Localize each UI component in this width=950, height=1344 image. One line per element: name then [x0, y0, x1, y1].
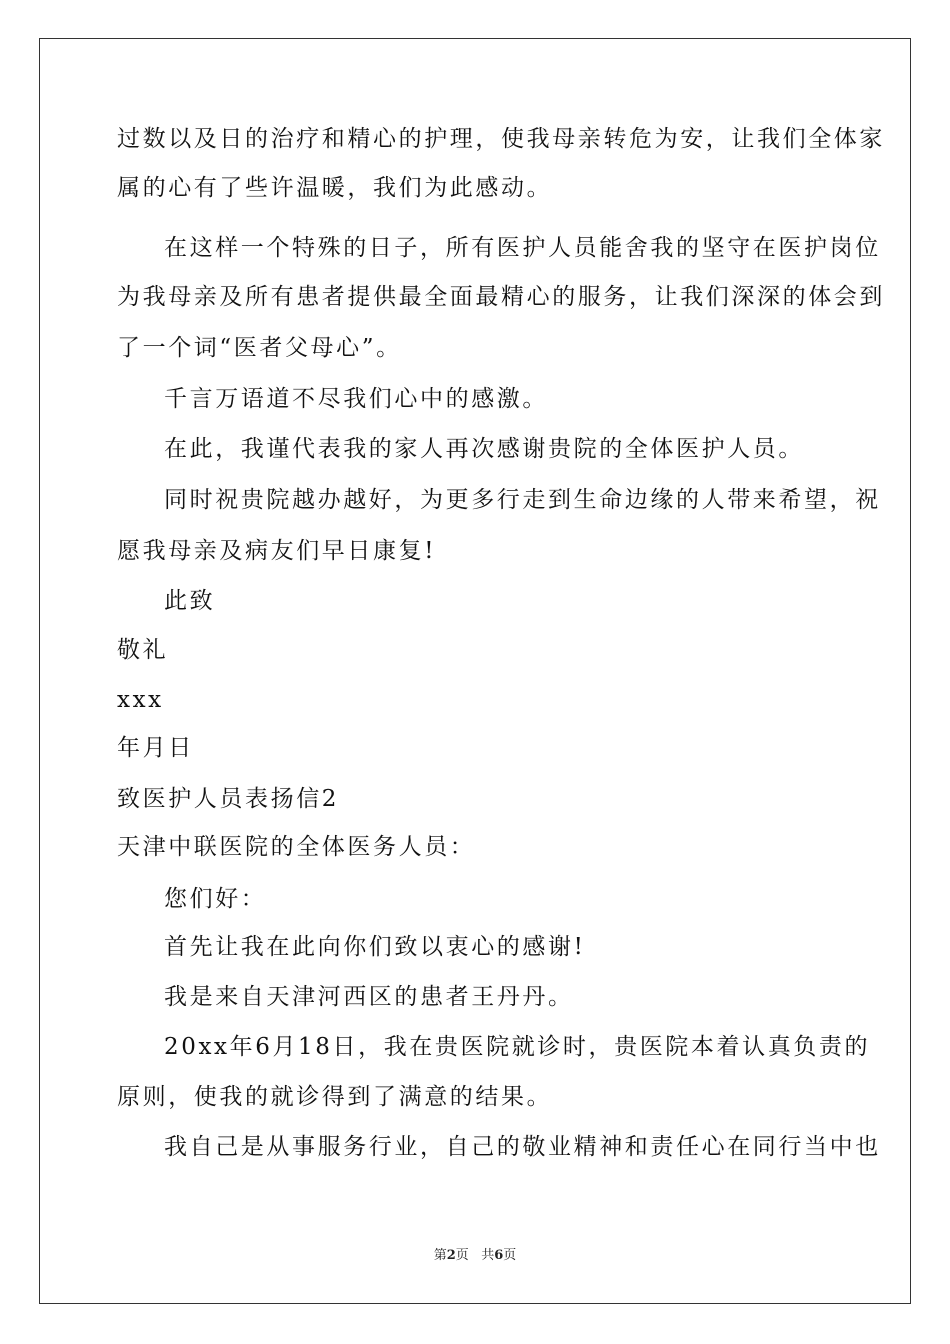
total-pages: 6 — [494, 1248, 504, 1263]
text-line: 愿我母亲及病友们早日康复! — [117, 538, 437, 564]
text-line: 在这样一个特殊的日子，所有医护人员能舍我的坚守在医护岗位 — [164, 235, 881, 261]
text-line: 了一个词“医者父母心”。 — [117, 335, 402, 361]
page-prefix: 第 — [433, 1248, 447, 1263]
text-line: 年月日 — [117, 735, 194, 761]
text-line: 我是来自天津河西区的患者王丹丹。 — [164, 984, 574, 1010]
text-line: 在此，我谨代表我的家人再次感谢贵院的全体医护人员。 — [164, 436, 804, 462]
text-line: 首先让我在此向你们致以衷心的感谢! — [164, 934, 586, 960]
page-suffix: 页 — [455, 1248, 469, 1263]
text-line: 20xx年6月18日，我在贵医院就诊时，贵医院本着认真负责的 — [164, 1034, 871, 1060]
text-line: 天津中联医院的全体医务人员： — [117, 834, 476, 860]
page-number: 2 — [446, 1248, 456, 1263]
text-line: 原则，使我的就诊得到了满意的结果。 — [117, 1084, 553, 1110]
text-line: 您们好： — [164, 886, 267, 912]
text-line: 敬礼 — [117, 637, 169, 663]
text-line: xxx — [117, 687, 164, 713]
text-line: 千言万语道不尽我们心中的感激。 — [164, 386, 548, 412]
text-line: 为我母亲及所有患者提供最全面最精心的服务，让我们深深的体会到 — [117, 284, 885, 310]
text-line: 过数以及日的治疗和精心的护理，使我母亲转危为安，让我们全体家 — [117, 126, 885, 152]
page-border — [39, 38, 911, 1304]
text-line: 我自己是从事服务行业，自己的敬业精神和责任心在同行当中也 — [164, 1134, 881, 1160]
text-line: 致医护人员表扬信2 — [117, 786, 340, 812]
text-line: 同时祝贵院越办越好，为更多行走到生命边缘的人带来希望，祝 — [164, 487, 881, 513]
total-prefix: 共 — [481, 1248, 495, 1263]
total-suffix: 页 — [503, 1248, 517, 1263]
page-footer — [0, 1248, 950, 1264]
text-line: 属的心有了些许温暖，我们为此感动。 — [117, 175, 553, 201]
text-line: 此致 — [164, 588, 216, 614]
